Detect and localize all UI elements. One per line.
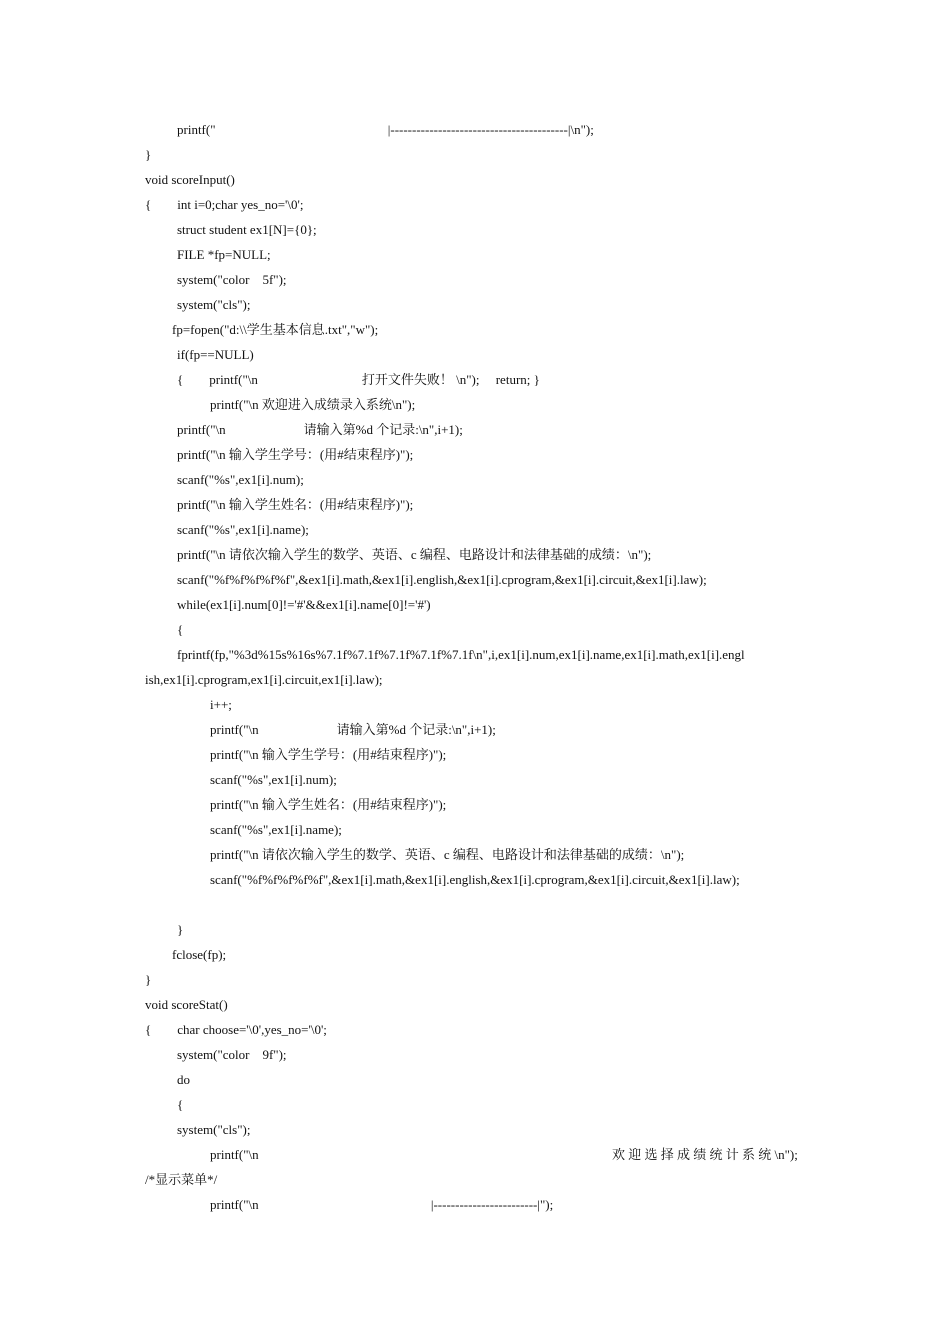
code-line: scanf("%f%f%f%f%f",&ex1[i].math,&ex1[i].english,&ex1[i].cprogram,&ex1[i].circuit,&ex1[i].law);: [210, 872, 740, 887]
code-line: printf("\n 请依次输入学生的数学、英语、c 编程、电路设计和法律基础的成绩：\n");: [210, 847, 685, 862]
code-line: printf("\n 输入学生姓名：(用#结束程序)");: [210, 797, 447, 812]
code-line: do: [177, 1072, 190, 1087]
code-line: system("color 9f");: [177, 1047, 287, 1062]
code-line: ish,ex1[i].cprogram,ex1[i].circuit,ex1[i].law);: [145, 672, 383, 687]
code-line: system("color 5f");: [177, 272, 287, 287]
code-line: {: [177, 622, 184, 637]
code-line: printf(" |-----------------------------------------|\n");: [177, 122, 594, 137]
code-line: printf("\n: [210, 1147, 259, 1162]
code-line: printf("\n 输入学生姓名：(用#结束程序)");: [177, 497, 414, 512]
code-comment: /*显示菜单*/: [145, 1172, 218, 1187]
code-line: scanf("%s",ex1[i].num);: [177, 472, 304, 487]
code-line: }: [145, 972, 152, 987]
code-line: system("cls");: [177, 1122, 251, 1137]
code-line: if(fp==NULL): [177, 347, 254, 362]
code-line: {: [177, 1097, 184, 1112]
code-line: { printf("\n 打开文件失败！ \n"); return; }: [177, 372, 540, 387]
code-line: scanf("%s",ex1[i].num);: [210, 772, 337, 787]
code-line: void scoreInput(): [145, 172, 235, 187]
code-line: printf("\n 请输入第%d 个记录:\n",i+1);: [210, 722, 496, 737]
code-line: i++;: [210, 697, 232, 712]
code-line: while(ex1[i].num[0]!='#'&&ex1[i].name[0]!='#'): [177, 597, 431, 612]
code-line: printf("\n |------------------------|");: [210, 1197, 554, 1212]
code-line: scanf("%s",ex1[i].name);: [177, 522, 309, 537]
code-line: fprintf(fp,"%3d%15s%16s%7.1f%7.1f%7.1f%7.1f%7.1f\n",i,ex1[i].num,ex1[i].name,ex1[i].math,ex1[i].engl: [177, 647, 745, 662]
code-line: system("cls");: [177, 297, 251, 312]
code-line: { char choose='\0',yes_no='\0';: [145, 1022, 327, 1037]
code-line: struct student ex1[N]={0};: [177, 222, 317, 237]
code-line: printf("\n 输入学生学号：(用#结束程序)");: [177, 447, 414, 462]
code-line: scanf("%s",ex1[i].name);: [210, 822, 342, 837]
code-line: { int i=0;char yes_no='\0';: [145, 197, 304, 212]
code-line: 欢 迎 选 择 成 绩 统 计 系 统 \n");: [612, 1147, 798, 1162]
code-line: printf("\n 输入学生学号：(用#结束程序)");: [210, 747, 447, 762]
code-line: printf("\n 请依次输入学生的数学、英语、c 编程、电路设计和法律基础的成绩：\n");: [177, 547, 652, 562]
code-line: FILE *fp=NULL;: [177, 247, 271, 262]
code-line: fp=fopen("d:\\学生基本信息.txt","w");: [172, 322, 379, 337]
code-line: }: [145, 147, 152, 162]
code-line: printf("\n 欢迎进入成绩录入系统\n");: [210, 397, 416, 412]
code-line: printf("\n 请输入第%d 个记录:\n",i+1);: [177, 422, 463, 437]
code-line: fclose(fp);: [172, 947, 227, 962]
code-line: }: [177, 922, 184, 937]
code-line: scanf("%f%f%f%f%f",&ex1[i].math,&ex1[i].english,&ex1[i].cprogram,&ex1[i].circuit,&ex1[i].law);: [177, 572, 707, 587]
code-line: void scoreStat(): [145, 997, 228, 1012]
